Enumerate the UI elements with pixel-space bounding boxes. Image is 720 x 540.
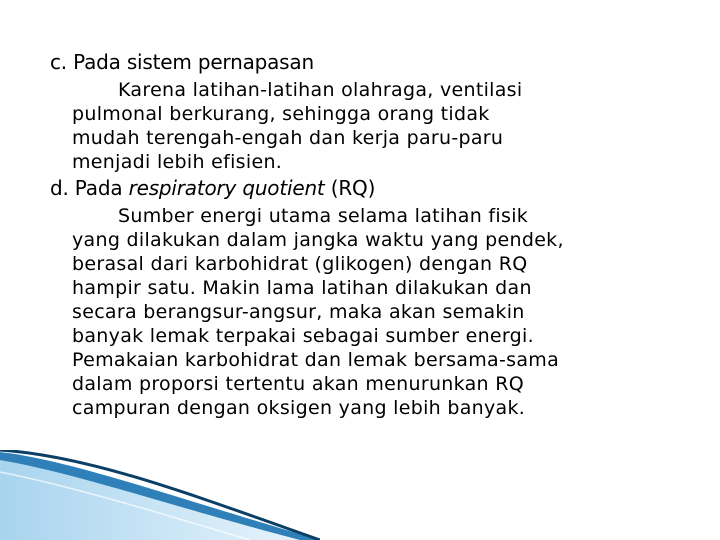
heading-d-italic: respiratory quotient [128, 176, 325, 200]
wave-light [0, 460, 300, 540]
paragraph-d-line: hampir satu. Makin lama latihan dilakukan dan [72, 277, 532, 299]
paragraph-d-line: yang dilakukan dalam jangka waktu yang pendek, [72, 229, 564, 251]
paragraph-d-line: berasal dari karbohidrat (glikogen) dengan RQ [72, 253, 528, 275]
paragraph-d [72, 204, 564, 420]
paragraph-c-line: Karena latihan-latihan olahraga, ventilasi [118, 79, 523, 101]
paragraph-c [72, 78, 522, 174]
paragraph-d-line: campuran dengan oksigen yang lebih banyak. [72, 397, 526, 419]
corner-wave-decoration [0, 450, 320, 540]
paragraph-d-line: Pemakaian karbohidrat dan lemak bersama-sama [72, 349, 560, 371]
heading-d [50, 176, 375, 200]
heading-c-text: c. Pada sistem pernapasan [50, 50, 314, 74]
heading-d-prefix: d. Pada [50, 176, 123, 200]
paragraph-c-line: mudah terengah-engah dan kerja paru-paru [72, 127, 504, 149]
paragraph-c-line: pulmonal berkurang, sehingga orang tidak [72, 103, 490, 125]
paragraph-d-line: secara berangsur-angsur, maka akan semakin [72, 301, 525, 323]
heading-c [50, 50, 314, 74]
paragraph-c-line: menjadi lebih efisien. [72, 151, 283, 173]
paragraph-d-line: dalam proporsi tertentu akan menurunkan RQ [72, 373, 524, 395]
paragraph-d-line: Sumber energi utama selama latihan fisik [118, 205, 529, 227]
heading-d-suffix: (RQ) [330, 176, 376, 200]
paragraph-d-line: banyak lemak terpakai sebagai sumber energi. [72, 325, 534, 347]
